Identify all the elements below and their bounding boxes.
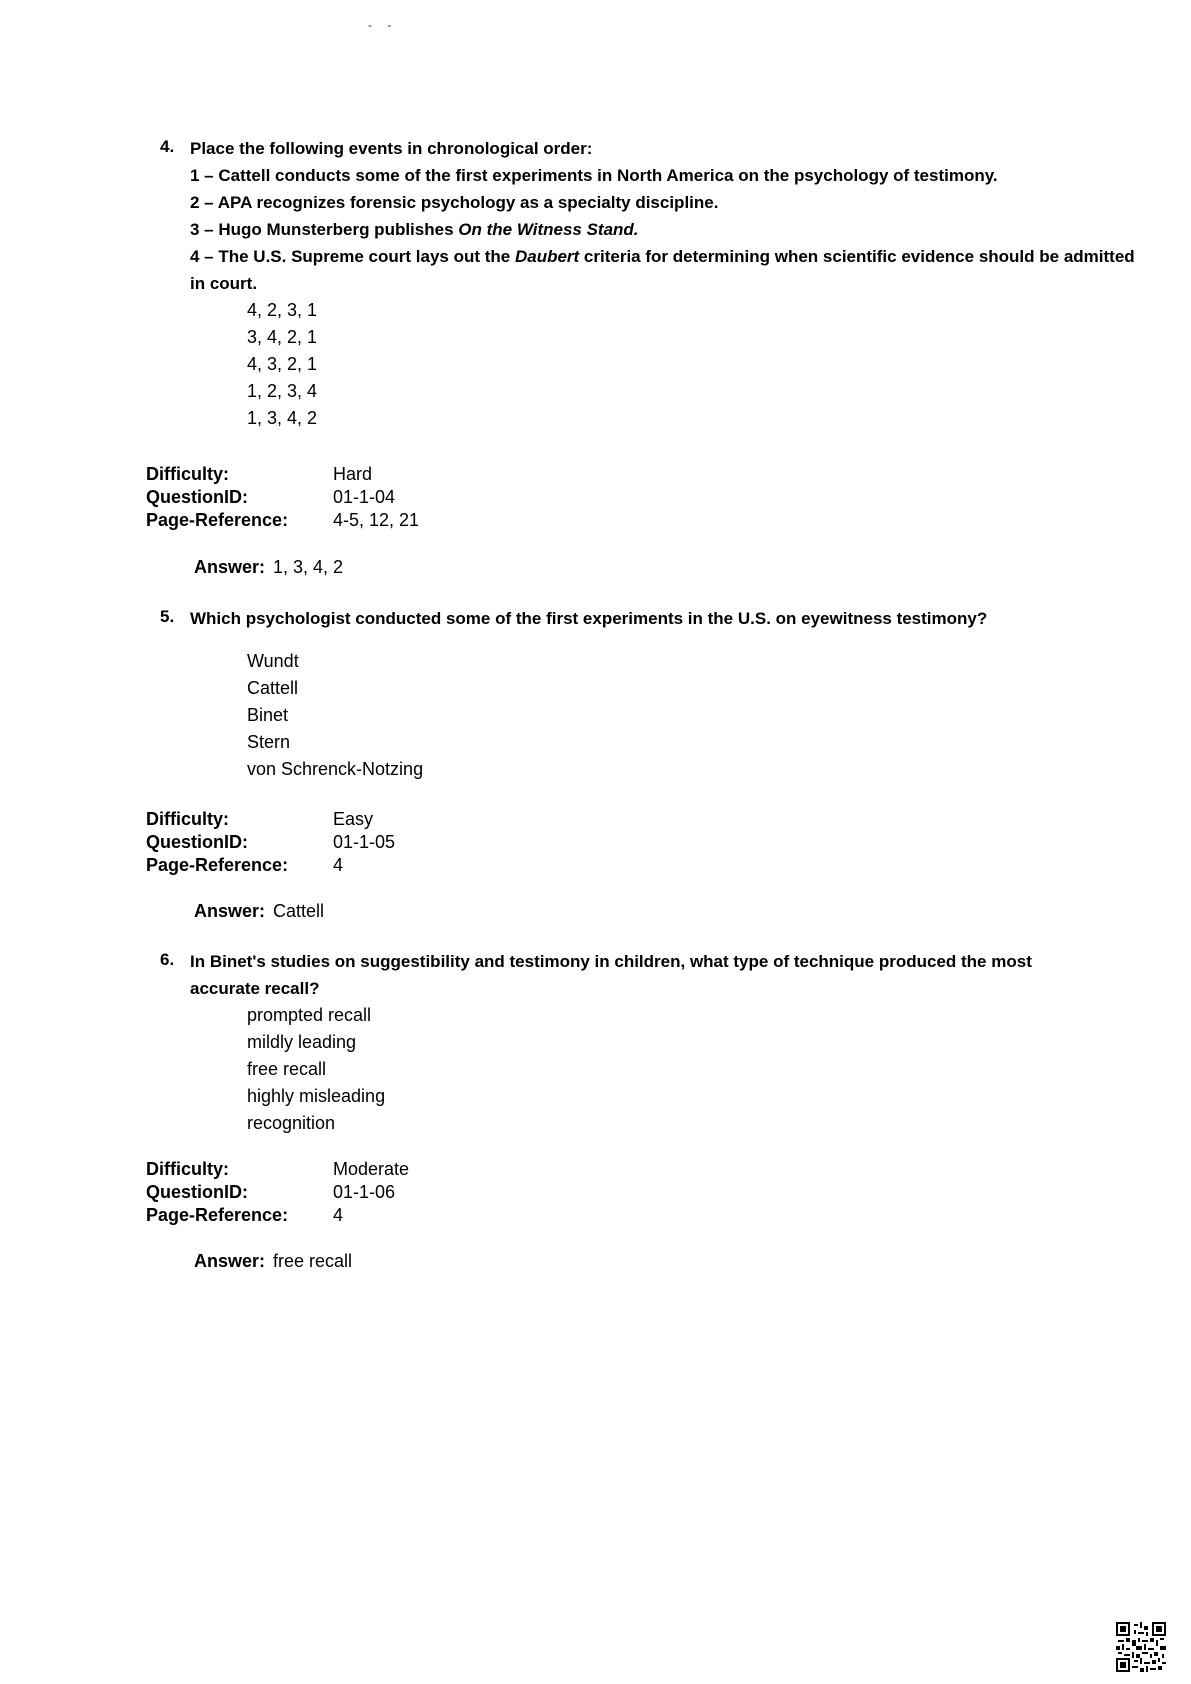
question-line: 1 – Cattell conducts some of the first experiments in North America on the psychology of testimony. (190, 166, 998, 185)
page-reference-value: 4 (333, 1205, 344, 1225)
page-reference-label: Page-Reference: (146, 855, 289, 875)
case-name: Daubert (514, 247, 580, 266)
question-id-row (146, 1181, 409, 1204)
question-id-value: 01-1-05 (333, 832, 396, 852)
option: 1, 2, 3, 4 (247, 381, 318, 401)
options-list (0, 297, 1191, 432)
options-list (0, 1002, 1191, 1137)
option: 3, 4, 2, 1 (247, 327, 318, 347)
option: Binet (247, 705, 289, 725)
question-4 (0, 135, 1191, 432)
answer-value: free recall (273, 1251, 353, 1271)
answer-label: Answer: (194, 901, 266, 921)
question-line (190, 243, 1151, 297)
question-id-label: QuestionID: (146, 487, 248, 507)
question-text (0, 948, 1191, 1002)
answer (194, 1251, 352, 1272)
question-text (0, 135, 1191, 297)
page-reference-row (146, 1204, 409, 1227)
book-title: On the Witness Stand. (458, 220, 639, 239)
question-id-label: QuestionID: (146, 1182, 248, 1202)
answer-value: Cattell (273, 901, 325, 921)
page-reference-row (146, 854, 395, 877)
option: prompted recall (247, 1005, 372, 1025)
page-reference-value: 4-5, 12, 21 (333, 510, 420, 530)
question-meta (146, 808, 395, 877)
question-line: 2 – APA recognizes forensic psychology as a specialty discipline. (190, 193, 719, 212)
page-reference-label: Page-Reference: (146, 1205, 289, 1225)
question-id-row (146, 831, 395, 854)
difficulty-row (146, 808, 395, 831)
question-line: Place the following events in chronological order: (190, 139, 593, 158)
page-reference-label: Page-Reference: (146, 510, 289, 530)
question-line-text: 3 – Hugo Munsterberg publishes (190, 220, 459, 239)
answer (194, 901, 324, 922)
question-id-row (146, 486, 419, 509)
difficulty-row (146, 1158, 409, 1181)
question-6 (0, 948, 1191, 1137)
difficulty-label: Difficulty: (146, 809, 229, 829)
difficulty-value: Moderate (333, 1159, 410, 1179)
difficulty-row (146, 463, 419, 486)
difficulty-value: Easy (333, 809, 374, 829)
options-list (0, 648, 1191, 783)
question-meta (146, 1158, 409, 1227)
page-reference-row (146, 509, 419, 532)
option: Stern (247, 732, 291, 752)
question-id-label: QuestionID: (146, 832, 248, 852)
question-5 (0, 605, 1191, 783)
option: free recall (247, 1059, 327, 1079)
question-line-text: 4 – The U.S. Supreme court lays out the (190, 247, 515, 266)
answer-value: 1, 3, 4, 2 (273, 557, 344, 577)
difficulty-label: Difficulty: (146, 464, 229, 484)
answer-label: Answer: (194, 1251, 266, 1271)
difficulty-label: Difficulty: (146, 1159, 229, 1179)
answer-label: Answer: (194, 557, 266, 577)
option: recognition (247, 1113, 336, 1133)
option: 1, 3, 4, 2 (247, 408, 318, 428)
question-id-value: 01-1-06 (333, 1182, 396, 1202)
option: von Schrenck-Notzing (247, 759, 424, 779)
qr-code-icon (1116, 1622, 1166, 1672)
option: highly misleading (247, 1086, 386, 1106)
question-line: Which psychologist conducted some of the first experiments in the U.S. on eyewitness testimony? (190, 609, 988, 628)
question-line: In Binet's studies on suggestibility and testimony in children, what type of technique produced the most accurate recall? (190, 952, 1032, 998)
option: 4, 2, 3, 1 (247, 300, 318, 320)
question-number: 6. (160, 950, 175, 969)
question-text (0, 605, 1191, 632)
page-reference-value: 4 (333, 855, 344, 875)
question-line-text: criteria for determining when scientific evidence should be admitted in court. (190, 247, 1135, 293)
question-line (190, 216, 1151, 243)
option: Wundt (247, 651, 299, 671)
header-mark: - - (368, 18, 398, 32)
question-id-value: 01-1-04 (333, 487, 396, 507)
option: Cattell (247, 678, 299, 698)
option: mildly leading (247, 1032, 357, 1052)
answer (194, 557, 343, 578)
question-meta (146, 463, 419, 532)
question-number: 4. (160, 137, 175, 156)
question-number: 5. (160, 607, 175, 626)
difficulty-value: Hard (333, 464, 373, 484)
option: 4, 3, 2, 1 (247, 354, 318, 374)
